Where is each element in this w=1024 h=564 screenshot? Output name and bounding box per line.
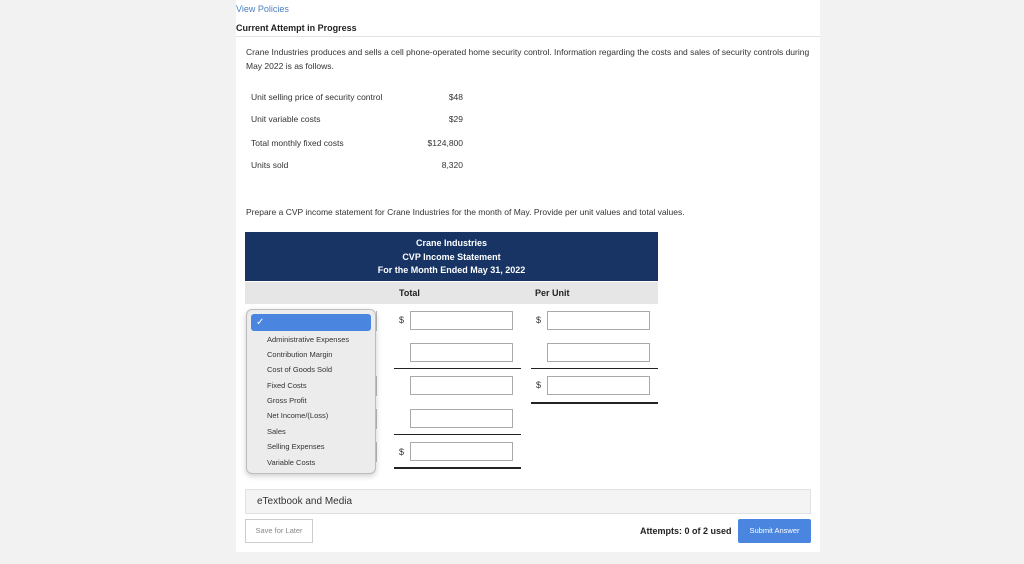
problem-prompt: Prepare a CVP income statement for Crane Industries for the month of May. Provide per unit values and total values. <box>246 207 685 217</box>
info-row <box>251 160 463 172</box>
per-unit-input[interactable] <box>547 376 650 395</box>
dropdown-selected-option[interactable]: ✓ <box>251 314 371 331</box>
info-row <box>251 138 463 150</box>
per-unit-input[interactable] <box>547 311 650 330</box>
dollar-sign: $ <box>399 315 405 325</box>
underline <box>394 434 521 435</box>
dropdown-option[interactable]: Selling Expenses <box>267 442 325 451</box>
total-input[interactable] <box>410 442 513 461</box>
etextbook-media-bar[interactable]: eTextbook and Media <box>245 489 811 514</box>
total-input[interactable] <box>410 409 513 428</box>
attempts-counter: Attempts: 0 of 2 used <box>640 526 732 536</box>
attempt-title: Current Attempt in Progress <box>236 23 357 33</box>
dropdown-option[interactable]: Cost of Goods Sold <box>267 365 333 374</box>
statement-header <box>245 232 658 281</box>
dollar-sign: $ <box>399 447 405 457</box>
info-label: Total monthly fixed costs <box>251 138 344 148</box>
dropdown-option[interactable]: Fixed Costs <box>267 381 307 390</box>
company-name: Crane Industries <box>415 238 488 248</box>
col-total: Total <box>399 288 420 298</box>
dropdown-option[interactable]: Gross Profit <box>267 396 307 405</box>
dollar-sign: $ <box>536 315 542 325</box>
info-value: 8,320 <box>441 160 463 170</box>
info-value: $29 <box>448 114 463 124</box>
select-edge <box>376 376 377 396</box>
info-value: $48 <box>448 92 463 102</box>
dropdown-option[interactable]: Variable Costs <box>267 458 316 467</box>
underline <box>394 368 521 369</box>
account-dropdown[interactable] <box>246 309 376 474</box>
per-unit-input[interactable] <box>547 343 650 362</box>
select-edge <box>376 409 377 429</box>
total-input[interactable] <box>410 343 513 362</box>
double-underline <box>531 402 658 404</box>
divider <box>236 36 820 37</box>
total-input[interactable] <box>410 376 513 395</box>
submit-answer-button[interactable]: Submit Answer <box>738 519 811 543</box>
dropdown-option[interactable]: Sales <box>267 427 286 436</box>
info-label: Unit variable costs <box>251 114 321 124</box>
problem-intro: Crane Industries produces and sells a cell phone-operated home security control. Information regarding the costs and sales of security controls during May 2022 is as follows. <box>246 47 810 71</box>
info-row <box>251 92 463 104</box>
dollar-sign: $ <box>536 380 542 390</box>
view-policies-link[interactable]: View Policies <box>236 4 289 14</box>
double-underline <box>394 467 521 469</box>
dropdown-option[interactable]: Net Income/(Loss) <box>267 411 329 420</box>
total-input[interactable] <box>410 311 513 330</box>
info-label: Unit selling price of security control <box>251 92 383 102</box>
col-per-unit: Per Unit <box>535 288 570 298</box>
column-header <box>245 282 658 304</box>
statement-period: For the Month Ended May 31, 2022 <box>377 265 526 275</box>
save-for-later-button[interactable]: Save for Later <box>245 519 313 543</box>
dropdown-option[interactable]: Contribution Margin <box>267 350 333 359</box>
info-label: Units sold <box>251 160 289 170</box>
select-edge <box>376 442 377 462</box>
underline <box>531 368 658 369</box>
info-value: $124,800 <box>427 138 463 148</box>
dropdown-option[interactable]: Administrative Expenses <box>267 335 350 344</box>
statement-title: CVP Income Statement <box>402 251 501 262</box>
info-row <box>251 114 463 126</box>
select-edge <box>376 311 377 331</box>
